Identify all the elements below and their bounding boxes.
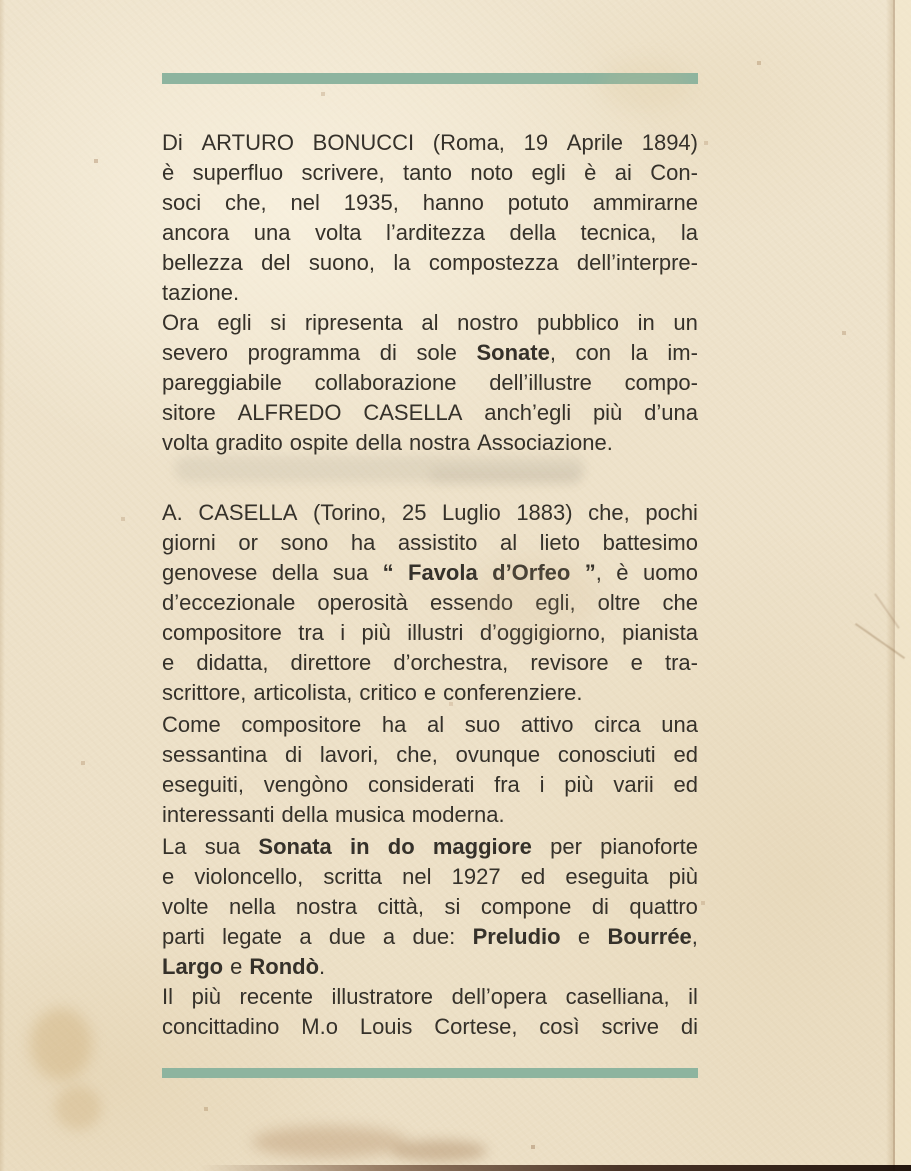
word: e	[162, 650, 175, 675]
word: a	[299, 924, 312, 949]
word: articolista,	[253, 680, 353, 705]
word: compo-	[624, 370, 698, 395]
word: città,	[377, 894, 424, 919]
word: Favola	[408, 560, 478, 585]
word: ARTURO	[201, 130, 294, 155]
word: concittadino	[162, 1014, 280, 1039]
paper-stain	[392, 1140, 487, 1162]
word: ammirarne	[592, 190, 698, 215]
word: ancora	[162, 220, 230, 245]
word: più	[592, 400, 623, 425]
casella-bio-paragraph	[162, 498, 698, 708]
word: essendo	[429, 590, 514, 615]
casella-works-paragraph	[162, 710, 698, 830]
word: gradito	[215, 430, 283, 455]
word: della	[271, 560, 319, 585]
word: volta	[162, 430, 209, 455]
word: 1894)	[641, 130, 698, 155]
word: Sonata	[258, 834, 332, 859]
word: nostro	[457, 310, 519, 335]
word: i	[539, 772, 545, 797]
word: battesimo	[602, 530, 698, 555]
word: scrivere,	[301, 160, 385, 185]
word: revisore	[530, 650, 609, 675]
word: tanto	[403, 160, 452, 185]
word: recente	[239, 984, 313, 1009]
word: nella	[228, 894, 276, 919]
text-line	[162, 278, 698, 308]
word: una	[661, 712, 698, 737]
word: è	[616, 560, 629, 585]
text-line	[162, 428, 698, 458]
word: noto	[470, 160, 514, 185]
word: di	[680, 1014, 698, 1039]
word: soci	[162, 190, 202, 215]
word: così	[539, 1014, 580, 1039]
word: pubblico	[536, 310, 619, 335]
word: si	[444, 894, 461, 919]
word: e	[630, 650, 643, 675]
word: scrive	[601, 1014, 659, 1039]
word: e	[577, 924, 591, 949]
paper-stain	[55, 1086, 101, 1130]
word: che	[662, 590, 698, 615]
word: sua	[332, 560, 369, 585]
word: hanno	[422, 190, 484, 215]
word: conferenziere.	[443, 680, 583, 705]
word: nel	[290, 190, 320, 215]
word: Con-	[650, 160, 698, 185]
text-line	[162, 982, 698, 1012]
word: d’eccezionale	[162, 590, 296, 615]
word: di	[591, 894, 609, 919]
word: musica	[335, 802, 405, 827]
page-crease-shadow	[886, 0, 893, 1171]
word: egli,	[535, 590, 576, 615]
text-line	[162, 710, 698, 740]
word: 1935,	[343, 190, 399, 215]
word: uomo	[642, 560, 698, 585]
word: un	[673, 310, 698, 335]
word: ha	[381, 712, 407, 737]
word: in	[637, 310, 655, 335]
word: al	[499, 530, 518, 555]
word: suo	[464, 712, 501, 737]
text-line	[162, 158, 698, 188]
paper-stain	[30, 1008, 92, 1080]
word: 1927	[451, 864, 501, 889]
word: Bourrée,	[607, 924, 698, 949]
word: lieto	[539, 530, 581, 555]
word: moderna.	[411, 802, 505, 827]
top-rule-divider	[162, 73, 698, 84]
word: Rondò.	[249, 954, 326, 979]
word: nostra	[408, 430, 471, 455]
word: che,	[588, 500, 630, 525]
word: lavori,	[319, 742, 379, 767]
word: M.o	[301, 1014, 338, 1039]
word: ed	[673, 742, 698, 767]
word: ovunque	[455, 742, 541, 767]
text-line	[162, 922, 698, 952]
word: una	[253, 220, 291, 245]
text-line	[162, 498, 698, 528]
word: attivo	[520, 712, 574, 737]
word: l’arditezza	[385, 220, 486, 245]
word: tecnica,	[580, 220, 657, 245]
word: sua	[204, 834, 241, 859]
word: ha	[350, 530, 376, 555]
word: illustratore	[331, 984, 434, 1009]
word: compositore	[241, 712, 362, 737]
word: assistito	[397, 530, 478, 555]
text-line	[162, 892, 698, 922]
word: Cortese,	[434, 1014, 518, 1039]
word: e	[162, 864, 175, 889]
word: ALFREDO	[237, 400, 342, 425]
word: Aprile	[566, 130, 624, 155]
word: CASELLA	[198, 500, 298, 525]
word: La	[162, 834, 187, 859]
word: “	[382, 560, 394, 585]
word: pochi	[645, 500, 698, 525]
word: compositore	[162, 620, 282, 645]
word: d’oggigiorno,	[479, 620, 606, 645]
word: or	[238, 530, 258, 555]
text-line	[162, 770, 698, 800]
text-line	[162, 188, 698, 218]
word: Ora	[162, 310, 199, 335]
word: tra-	[664, 650, 698, 675]
word: potuto	[507, 190, 569, 215]
word: tazione.	[162, 280, 240, 305]
bottom-rule-divider	[162, 1068, 698, 1078]
word: di	[379, 340, 397, 365]
word: d’Orfeo	[492, 560, 571, 585]
word: illustri	[407, 620, 464, 645]
word: la	[630, 340, 648, 365]
word: sono	[280, 530, 329, 555]
text-line	[162, 398, 698, 428]
text-line	[162, 618, 698, 648]
word: due	[328, 924, 366, 949]
word: bellezza	[162, 250, 243, 275]
text-line	[162, 528, 698, 558]
word: scritta	[323, 864, 383, 889]
word: compone	[480, 894, 572, 919]
text-line	[162, 308, 698, 338]
word: ed	[520, 864, 546, 889]
word: egli	[531, 160, 566, 185]
word: critico	[359, 680, 417, 705]
word: con	[575, 340, 612, 365]
word: scrittore,	[162, 680, 247, 705]
word: Il	[162, 984, 173, 1009]
word: genovese	[162, 560, 258, 585]
word: e	[423, 680, 437, 705]
word: direttore	[290, 650, 372, 675]
word: Associazione.	[477, 430, 613, 455]
word: più	[191, 984, 221, 1009]
word: tra	[298, 620, 324, 645]
word: superfluo	[192, 160, 284, 185]
word: ed	[673, 772, 698, 797]
word: della	[509, 220, 557, 245]
word: nel	[402, 864, 432, 889]
sonata-description-paragraph	[162, 832, 698, 982]
word: 25	[401, 500, 427, 525]
word: 19	[523, 130, 549, 155]
word: i	[340, 620, 346, 645]
cortese-intro-paragraph	[162, 982, 698, 1042]
word: 1883)	[516, 500, 573, 525]
word: sessantina	[162, 742, 268, 767]
word: la	[393, 250, 411, 275]
word: del	[261, 250, 291, 275]
word: vengòno	[263, 772, 349, 797]
word: il	[688, 984, 698, 1009]
word: collaborazione	[314, 370, 457, 395]
word: severo	[162, 340, 229, 365]
text-line	[162, 648, 698, 678]
text-line	[162, 368, 698, 398]
word: dell’opera	[451, 984, 548, 1009]
word: egli	[217, 310, 252, 335]
word: dell’interpre-	[576, 250, 698, 275]
word: al	[421, 310, 439, 335]
word: programma	[247, 340, 361, 365]
word: volte	[162, 894, 209, 919]
word: do	[387, 834, 415, 859]
text-line	[162, 862, 698, 892]
word: eseguita	[565, 864, 649, 889]
word: e	[230, 954, 243, 979]
text-line	[162, 832, 698, 862]
word: della	[355, 430, 402, 455]
word: interessanti	[162, 802, 275, 827]
word: ai	[614, 160, 632, 185]
word: Sonate,	[476, 340, 556, 365]
word: pianista	[622, 620, 698, 645]
word: suono,	[308, 250, 375, 275]
word: Louis	[359, 1014, 413, 1039]
word: in	[349, 834, 370, 859]
word: più	[361, 620, 391, 645]
word: sitore	[162, 400, 216, 425]
text-line	[162, 588, 698, 618]
word: im-	[667, 340, 698, 365]
word: quattro	[629, 894, 698, 919]
word: Come	[162, 712, 221, 737]
word: considerati	[367, 772, 475, 797]
word: (Torino,	[313, 500, 387, 525]
diagonal-crease	[874, 593, 900, 629]
word: d’una	[644, 400, 698, 425]
text-line	[162, 800, 698, 830]
word: ospite	[289, 430, 349, 455]
page-right-edge	[895, 0, 911, 1171]
text-line	[162, 952, 698, 982]
word: della	[281, 802, 328, 827]
word: ripresenta	[304, 310, 403, 335]
word: (Roma,	[432, 130, 505, 155]
paper-stain	[252, 1126, 407, 1158]
word: operosità	[317, 590, 408, 615]
word: si	[270, 310, 287, 335]
text-line	[162, 248, 698, 278]
word: più	[564, 772, 594, 797]
word: dell’illustre	[489, 370, 592, 395]
page-crease	[893, 0, 895, 1171]
page-left-edge	[0, 0, 5, 1171]
diagonal-crease	[855, 623, 905, 659]
bonucci-intro-paragraph	[162, 128, 698, 308]
word: è	[584, 160, 597, 185]
word: parti	[162, 924, 205, 949]
word: violoncello,	[194, 864, 304, 889]
word: circa	[594, 712, 641, 737]
word: di	[284, 742, 303, 767]
word: maggiore	[432, 834, 532, 859]
text-line	[162, 1012, 698, 1042]
scan-bottom-edge	[0, 1165, 911, 1171]
word: Preludio	[472, 924, 561, 949]
word: d’orchestra,	[393, 650, 509, 675]
word: didatta,	[196, 650, 269, 675]
word: oltre	[597, 590, 641, 615]
word: eseguiti,	[162, 772, 244, 797]
text-line	[162, 678, 698, 708]
text-line	[162, 558, 698, 588]
word: fra	[494, 772, 520, 797]
word: volta	[315, 220, 362, 245]
word: A.	[162, 500, 183, 525]
word: Di	[162, 130, 183, 155]
word: pareggiabile	[162, 370, 282, 395]
word: la	[680, 220, 698, 245]
word: Largo	[162, 954, 224, 979]
word: legate	[222, 924, 283, 949]
word: sole	[416, 340, 457, 365]
word: varii	[613, 772, 654, 797]
word: conosciuti	[557, 742, 656, 767]
text-line	[162, 218, 698, 248]
word: caselliana,	[565, 984, 670, 1009]
word: per	[550, 834, 582, 859]
word: anch’egli	[484, 400, 572, 425]
word: ”,	[584, 560, 602, 585]
word: due:	[412, 924, 456, 949]
word: è	[162, 160, 175, 185]
word: pianoforte	[600, 834, 698, 859]
paper-stain	[600, 60, 690, 110]
word: a	[382, 924, 396, 949]
text-line	[162, 740, 698, 770]
page-text	[162, 128, 698, 1042]
word: che,	[396, 742, 438, 767]
word: più	[668, 864, 698, 889]
word: che,	[225, 190, 267, 215]
bonucci-program-paragraph	[162, 308, 698, 458]
word: CASELLA	[363, 400, 463, 425]
word: giorni	[162, 530, 216, 555]
text-line	[162, 338, 698, 368]
word: al	[426, 712, 445, 737]
word: compostezza	[428, 250, 559, 275]
word: nostra	[295, 894, 358, 919]
word: BONUCCI	[312, 130, 415, 155]
text-line	[162, 128, 698, 158]
word: Luglio	[442, 500, 501, 525]
paper-specks	[0, 0, 2, 2]
